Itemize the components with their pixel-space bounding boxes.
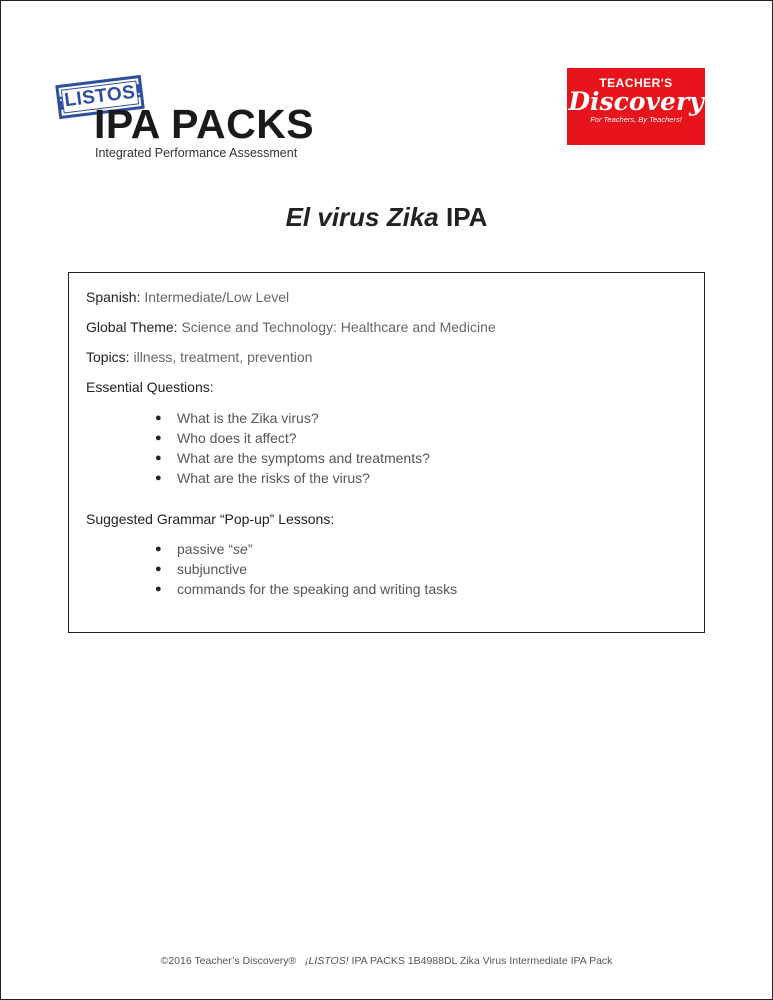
grammar-row [86,511,334,527]
spanish-value: Intermediate/Low Level [144,289,290,305]
theme-value: Science and Technology: Healthcare and Medicine [181,319,496,335]
brand-line2: Discovery [568,87,704,116]
questions-row [86,379,214,395]
ipa-packs-subtitle: Integrated Performance Assessment [95,146,298,160]
ipa-packs-title: IPA PACKS [94,101,315,147]
teachers-discovery-logo [567,68,705,145]
topics-value: illness, treatment, prevention [133,349,313,365]
list-item: ● What are the risks of the virus? [155,470,370,486]
questions-list [155,408,430,488]
theme-label: Global Theme: [86,319,178,335]
grammar-label: Suggested Grammar “Pop-up” Lessons: [86,511,335,527]
footer-copyright: ©2016 Teacher’s Discovery® ¡LISTOS! IPA PACKS 1B4988DL Zika Virus Intermediate IPA Pack [160,955,613,967]
list-item: ● commands for the speaking and writing tasks [155,581,458,597]
title-rest: IPA [438,202,488,232]
spanish-label: Spanish: [86,289,141,305]
brand-line1: TEACHER'S [599,76,673,90]
list-item: ● subjunctive [155,561,248,577]
spanish-row [86,289,289,305]
brand-tagline: For Teachers, By Teachers! [590,115,682,125]
questions-label: Essential Questions: [86,379,214,395]
list-item: ● What is the Zika virus? [155,410,319,426]
page-title [0,202,773,233]
theme-row [86,319,496,335]
list-item: ● Who does it affect? [155,430,297,446]
grammar-list [155,539,457,599]
info-box [68,272,705,633]
list-item: ● What are the symptoms and treatments? [155,450,430,466]
title-italic: El virus Zika [285,202,439,232]
list-item: ● passive “se” [155,541,253,557]
topics-row [86,349,312,365]
topics-label: Topics: [86,349,130,365]
stamp-text: ¡LISTOS! [56,80,144,113]
